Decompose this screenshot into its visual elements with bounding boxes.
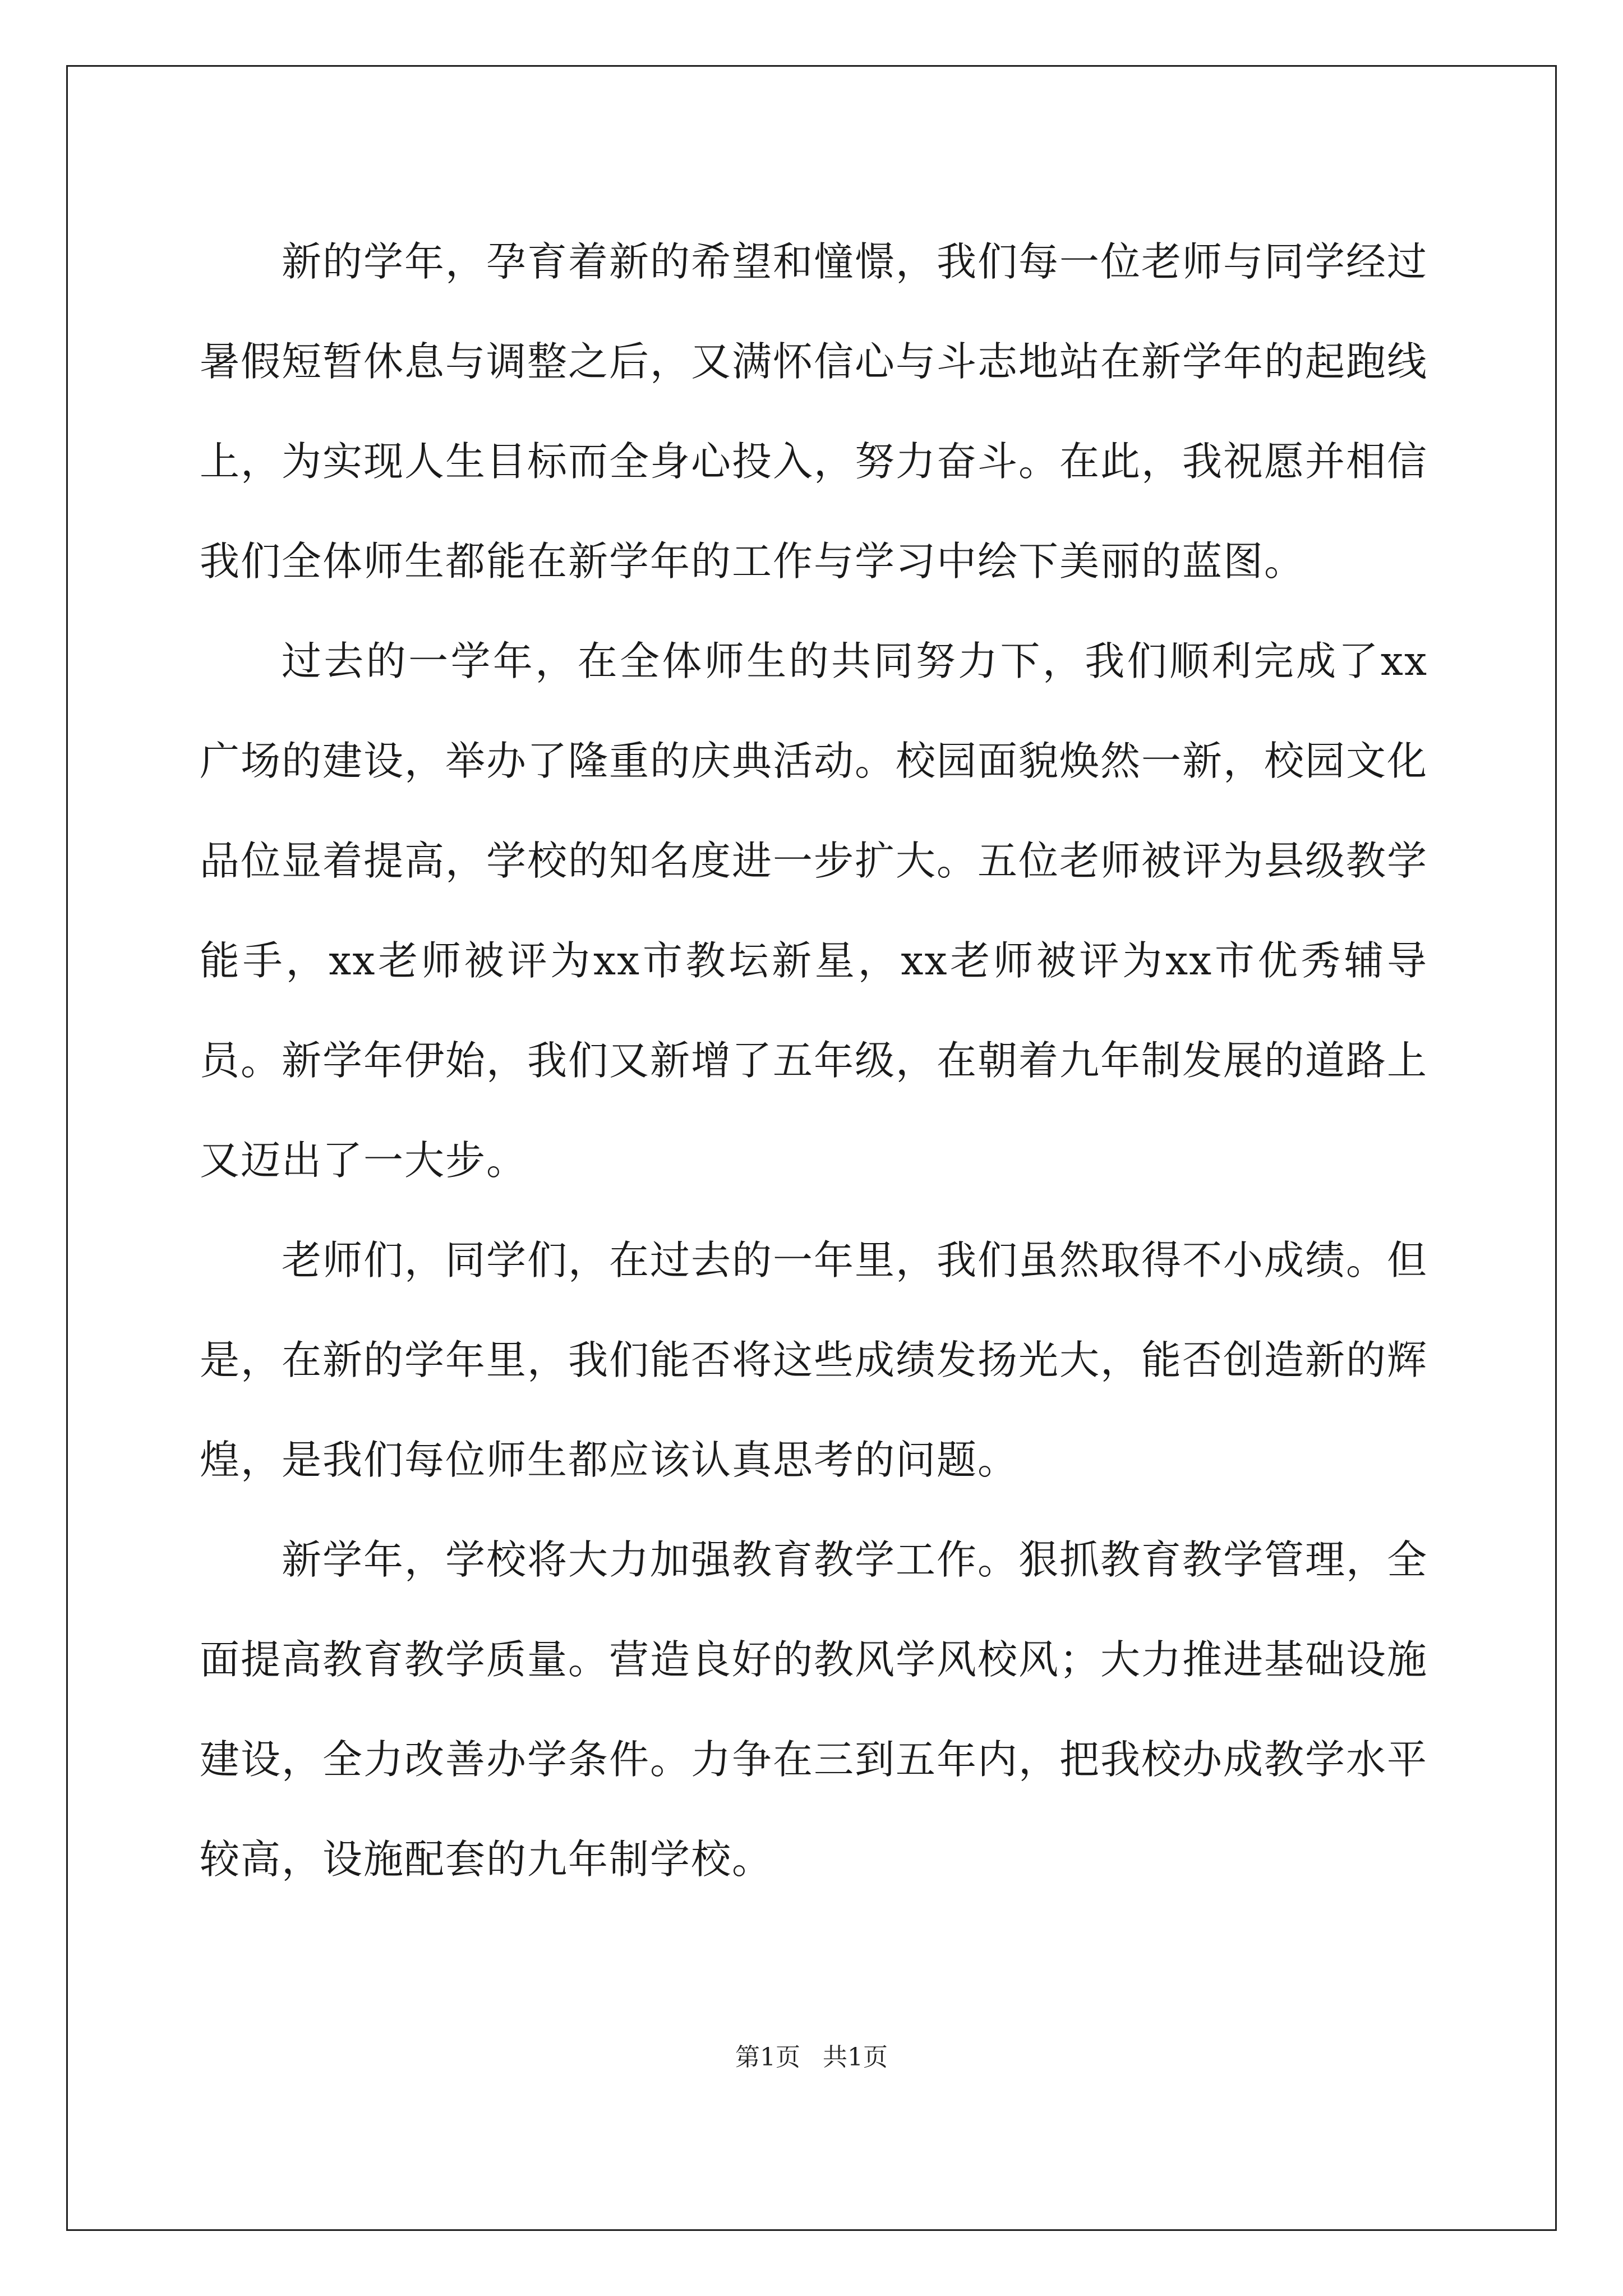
paragraph: 老师们，同学们，在过去的一年里，我们虽然取得不小成绩。但是，在新的学年里，我们能否将这些成绩发扬光大，能否创造新的辉煌，是我们每位师生都应该认真思考的问题。 [200,1237,1428,1483]
document-body [200,212,1428,1910]
paragraph: 新学年，学校将大力加强教育教学工作。狠抓教育教学管理，全面提高教育教学质量。营造良好的教风学风校风；大力推进基础设施建设，全力改善办学条件。力争在三到五年内，把我校办成教学水平较高，设施配套的九年制学校。 [200,1536,1428,1883]
page-number: 第1页 [735,2043,800,2072]
page-total: 共1页 [823,2043,888,2072]
paragraph: 过去的一学年，在全体师生的共同努力下，我们顺利完成了xx广场的建设，举办了隆重的庆典活动。校园面貌焕然一新，校园文化品位显着提高，学校的知名度进一步扩大。五位老师被评为县级教学能手，xx老师被评为xx市教坛新星，xx老师被评为xx市优秀辅导员。新学年伊始，我们又新增了五年级，在朝着九年制发展的道路上又迈出了一大步。 [200,638,1428,1184]
paragraph: 新的学年，孕育着新的希望和憧憬，我们每一位老师与同学经过暑假短暂休息与调整之后，又满怀信心与斗志地站在新学年的起跑线上，为实现人生目标而全身心投入，努力奋斗。在此，我祝愿并相信我们全体师生都能在新学年的工作与学习中绘下美丽的蓝图。 [200,238,1428,585]
page-footer [0,2041,1623,2074]
